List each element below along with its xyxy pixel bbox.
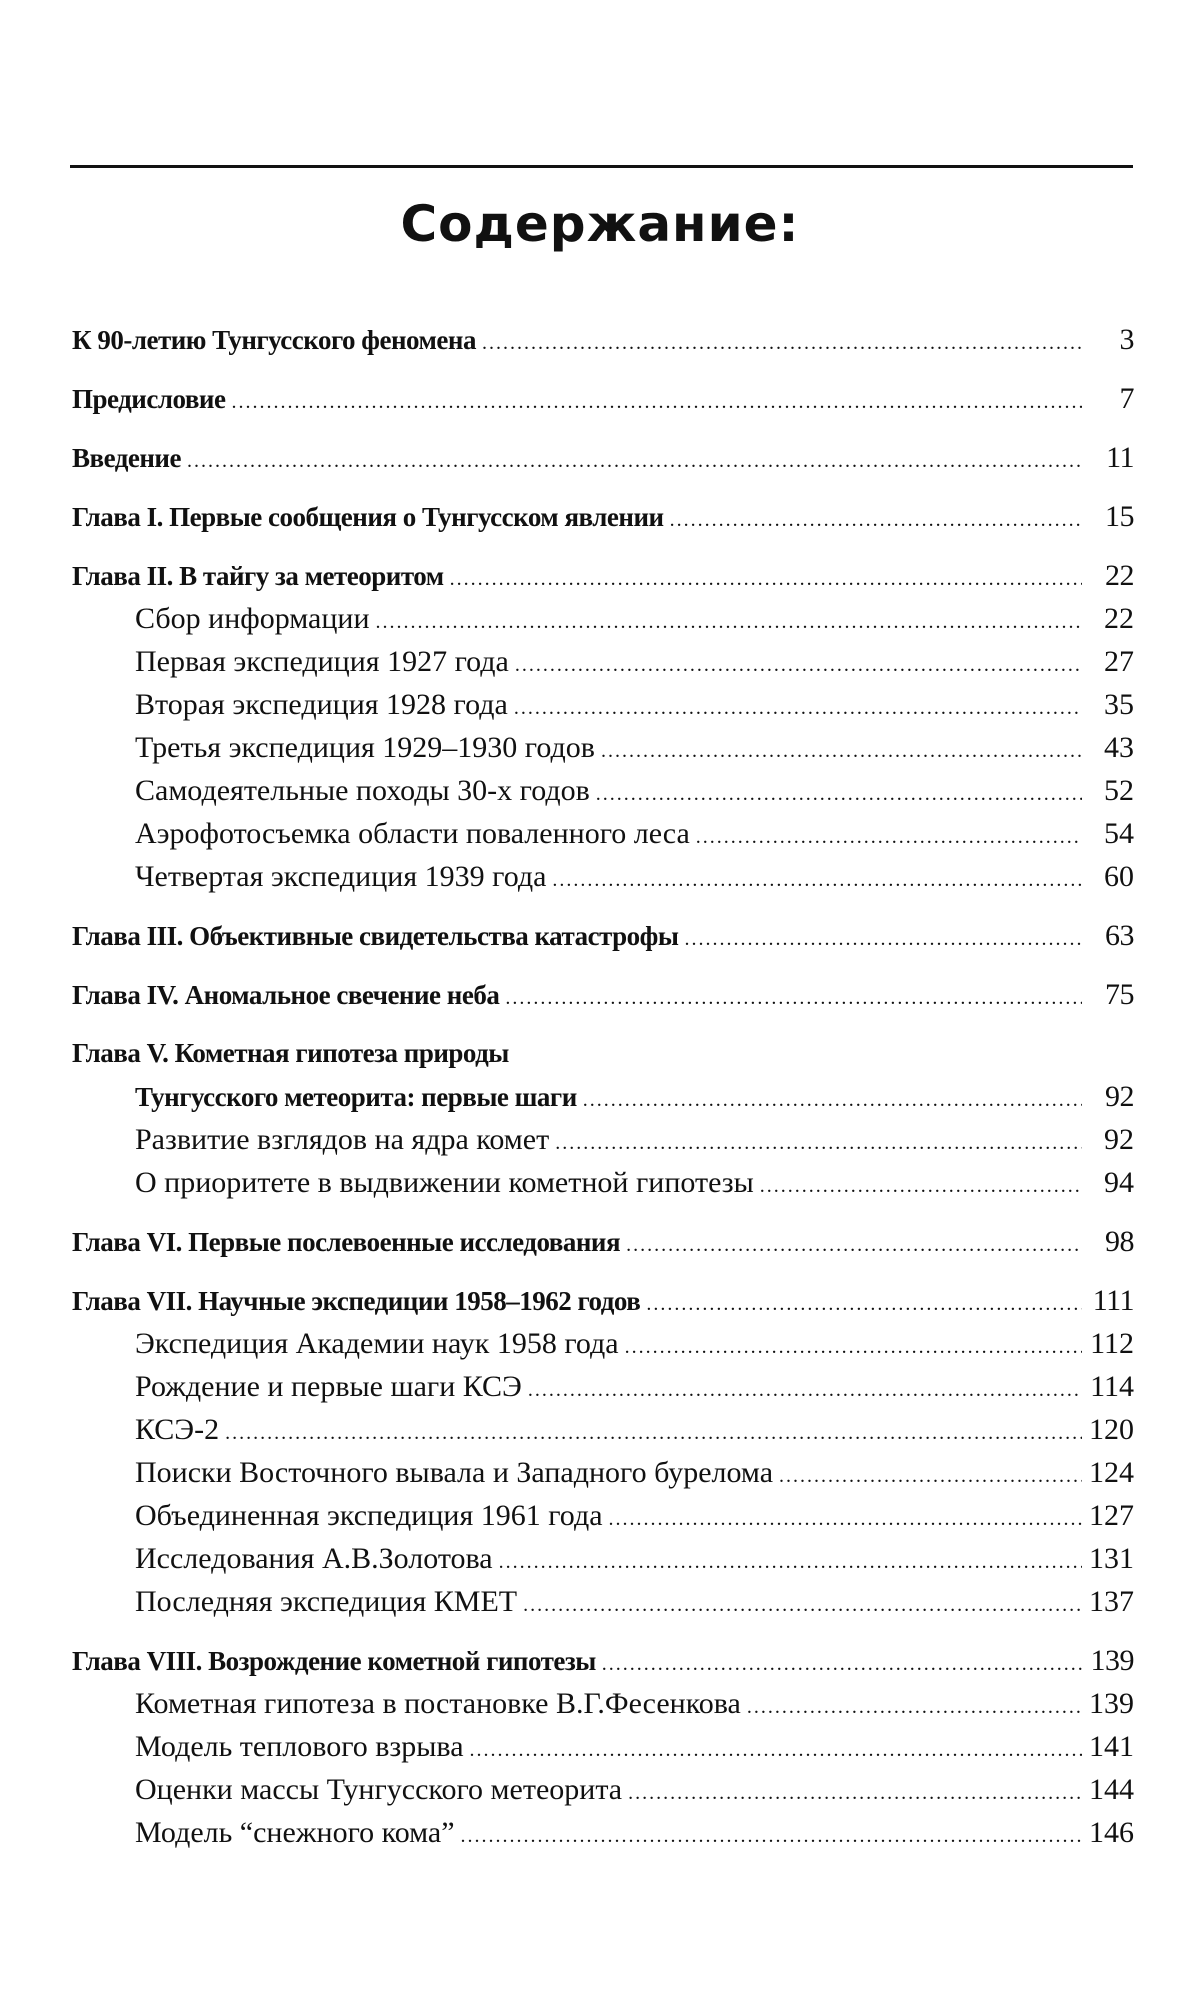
dot-leader — [670, 499, 1082, 542]
toc-entry-page: 111 — [1088, 1279, 1134, 1322]
toc-entry-label: Предисловие — [72, 378, 225, 421]
toc-entry[interactable] — [72, 318, 1134, 361]
dot-leader — [482, 322, 1082, 365]
toc-subentry[interactable] — [72, 812, 1134, 855]
toc-subentry[interactable] — [72, 1365, 1134, 1408]
toc-entry-page: 7 — [1088, 377, 1134, 420]
toc-subentry[interactable] — [72, 1537, 1134, 1580]
toc-entry[interactable] — [72, 1279, 1134, 1322]
toc-entry-page: 131 — [1088, 1537, 1134, 1580]
dot-leader — [628, 1772, 1082, 1815]
dot-leader — [528, 1369, 1082, 1412]
dot-leader — [552, 859, 1082, 902]
dot-leader — [461, 1815, 1082, 1858]
toc-entry[interactable] — [72, 377, 1134, 420]
toc-entry-page: 120 — [1088, 1408, 1134, 1451]
dot-leader — [696, 816, 1082, 859]
toc-entry-label: Модель теплового взрыва — [135, 1725, 464, 1768]
toc-subentry[interactable] — [72, 769, 1134, 812]
dot-leader — [523, 1584, 1082, 1627]
toc-entry-label: Сбор информации — [135, 597, 370, 640]
top-rule — [70, 165, 1133, 168]
toc-entry-label: Глава VI. Первые послевоенные исследования — [72, 1221, 620, 1264]
dot-leader — [747, 1686, 1082, 1729]
toc-entry-label: КСЭ-2 — [135, 1408, 219, 1451]
toc-entry-label: Исследования А.В.Золотова — [135, 1537, 493, 1580]
dot-leader — [760, 1165, 1082, 1208]
toc-entry[interactable] — [72, 554, 1134, 597]
toc-entry-page: 15 — [1088, 495, 1134, 538]
toc-entry-label: Рождение и первые шаги КСЭ — [135, 1365, 522, 1408]
toc-entry-page: 60 — [1088, 855, 1134, 898]
toc-entry-label: Глава II. В тайгу за метеоритом — [72, 555, 444, 598]
dot-leader — [601, 730, 1082, 773]
toc-entry-page: 22 — [1088, 554, 1134, 597]
dot-leader — [684, 918, 1082, 961]
toc-entry-page: 137 — [1088, 1580, 1134, 1623]
toc-entry-page: 146 — [1088, 1811, 1134, 1854]
toc-entry-page: 141 — [1088, 1725, 1134, 1768]
toc-subentry[interactable] — [72, 1322, 1134, 1365]
toc-entry-label: Четвертая экспедиция 1939 года — [135, 855, 546, 898]
dot-leader — [609, 1498, 1082, 1541]
toc-entry-label: Поиски Восточного вывала и Западного бурелома — [135, 1451, 773, 1494]
dot-leader — [555, 1122, 1082, 1165]
toc-entry-label: Глава V. Кометная гипотеза природы — [72, 1032, 509, 1075]
page-title: Содержание: — [0, 195, 1200, 253]
toc-entry-page: 92 — [1088, 1118, 1134, 1161]
toc-entry-page: 139 — [1088, 1682, 1134, 1725]
toc-subentry[interactable] — [72, 1118, 1134, 1161]
toc-subentry[interactable] — [72, 1580, 1134, 1623]
toc-entry-page: 3 — [1088, 318, 1134, 361]
toc-entry[interactable] — [72, 973, 1134, 1016]
toc-subentry[interactable] — [72, 1451, 1134, 1494]
toc-entry-page: 75 — [1088, 973, 1134, 1016]
toc-entry-label: Тунгусского метеорита: первые шаги — [135, 1076, 577, 1119]
dot-leader — [187, 440, 1082, 483]
toc-entry-heading[interactable] — [72, 1032, 1134, 1075]
toc-entry-label: Аэрофотосъемка области поваленного леса — [135, 812, 690, 855]
toc-entry-page: 43 — [1088, 726, 1134, 769]
toc-entry-page: 92 — [1088, 1075, 1134, 1118]
toc-subentry[interactable] — [72, 1682, 1134, 1725]
toc-entry-label: Самодеятельные походы 30-х годов — [135, 769, 590, 812]
toc-entry-page: 54 — [1088, 812, 1134, 855]
toc-entry-page: 124 — [1088, 1451, 1134, 1494]
toc-entry[interactable] — [72, 436, 1134, 479]
toc-entry-label: Экспедиция Академии наук 1958 года — [135, 1322, 619, 1365]
dot-leader — [596, 773, 1082, 816]
toc-subentry[interactable] — [72, 1725, 1134, 1768]
toc-entry-page: 63 — [1088, 914, 1134, 957]
toc-entry-label: Глава IV. Аномальное свечение неба — [72, 974, 499, 1017]
toc-entry-label: Оценки массы Тунгусского метеорита — [135, 1768, 622, 1811]
dot-leader — [470, 1729, 1082, 1772]
toc-subentry[interactable] — [72, 1408, 1134, 1451]
toc-entry-label: Последняя экспедиция КМЕТ — [135, 1580, 517, 1623]
dot-leader — [225, 1412, 1082, 1455]
toc-entry-label: Модель “снежного кома” — [135, 1811, 455, 1854]
toc-entry-label: Введение — [72, 437, 181, 480]
toc-entry-page: 114 — [1088, 1365, 1134, 1408]
toc-entry[interactable] — [72, 914, 1134, 957]
dot-leader — [625, 1326, 1082, 1369]
toc-entry-label: Вторая экспедиция 1928 года — [135, 683, 508, 726]
toc-entry-label: О приоритете в выдвижении кометной гипотезы — [135, 1161, 754, 1204]
toc-entry-label: Глава III. Объективные свидетельства катастрофы — [72, 915, 678, 958]
toc-entry[interactable] — [72, 1639, 1134, 1682]
toc-entry-label: Третья экспедиция 1929–1930 годов — [135, 726, 595, 769]
toc-entry-label: Развитие взглядов на ядра комет — [135, 1118, 549, 1161]
toc-entry-page: 127 — [1088, 1494, 1134, 1537]
toc-entry-page: 94 — [1088, 1161, 1134, 1204]
dot-leader — [499, 1541, 1082, 1584]
toc-entry[interactable] — [72, 495, 1134, 538]
dot-leader — [779, 1455, 1082, 1498]
toc-entry-page: 11 — [1088, 436, 1134, 479]
toc-entry-page: 52 — [1088, 769, 1134, 812]
toc-entry[interactable] — [72, 1075, 1134, 1118]
dot-leader — [376, 601, 1083, 644]
toc-entry-label: Объединенная экспедиция 1961 года — [135, 1494, 603, 1537]
dot-leader — [515, 644, 1082, 687]
dot-leader — [505, 977, 1082, 1020]
toc-subentry[interactable] — [72, 1768, 1134, 1811]
dot-leader — [626, 1224, 1082, 1267]
dot-leader — [231, 381, 1082, 424]
toc-subentry[interactable] — [72, 683, 1134, 726]
toc-subentry[interactable] — [72, 640, 1134, 683]
toc-entry-page: 112 — [1088, 1322, 1134, 1365]
toc-entry-page: 139 — [1088, 1639, 1134, 1682]
toc-entry-label: Глава VIII. Возрождение кометной гипотезы — [72, 1640, 596, 1683]
toc-entry-page: 98 — [1088, 1220, 1134, 1263]
toc-entry-page: 144 — [1088, 1768, 1134, 1811]
toc-entry-page: 27 — [1088, 640, 1134, 683]
toc-subentry[interactable] — [72, 855, 1134, 898]
toc-subentry[interactable] — [72, 1811, 1134, 1854]
dot-leader — [514, 687, 1082, 730]
dot-leader — [602, 1643, 1082, 1686]
toc-subentry[interactable] — [72, 1494, 1134, 1537]
toc-subentry[interactable] — [72, 726, 1134, 769]
toc-entry-page: 35 — [1088, 683, 1134, 726]
dot-leader — [646, 1283, 1082, 1326]
toc-entry-label: Первая экспедиция 1927 года — [135, 640, 509, 683]
toc-entry-label: Глава I. Первые сообщения о Тунгусском явлении — [72, 496, 664, 539]
toc-subentry[interactable] — [72, 1161, 1134, 1204]
book-page — [0, 0, 1200, 1993]
table-of-contents — [72, 318, 1134, 1854]
toc-entry-label: К 90-летию Тунгусского феномена — [72, 319, 476, 362]
toc-entry-page: 22 — [1088, 597, 1134, 640]
toc-entry-label: Глава VII. Научные экспедиции 1958–1962 годов — [72, 1280, 640, 1323]
toc-entry[interactable] — [72, 1220, 1134, 1263]
toc-subentry[interactable] — [72, 597, 1134, 640]
dot-leader — [583, 1079, 1082, 1122]
toc-entry-label: Кометная гипотеза в постановке В.Г.Фесенкова — [135, 1682, 741, 1725]
dot-leader — [450, 558, 1082, 601]
